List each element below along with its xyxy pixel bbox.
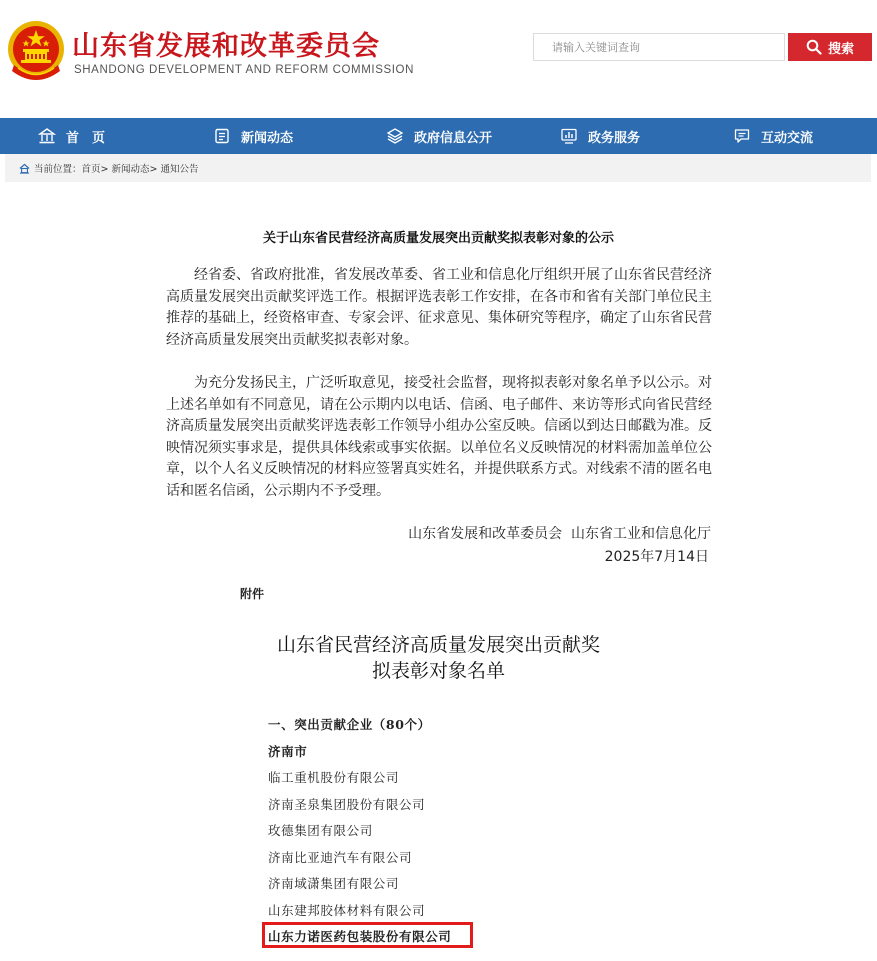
- highlight-box: [262, 922, 473, 948]
- article-paragraph: 经省委、省政府批准，省发展改革委、省工业和信息化厅组织开展了山东省民营经济高质量发展突出贡献奖评选工作。根据评选表彰工作安排，在各市和省有关部门单位民主推荐的基础上，经资格审查、专家会评、征求意见、集体研究等程序，确定了山东省民营经济高质量发展突出贡献奖拟表彰对象。: [166, 267, 712, 348]
- home-icon: [38, 127, 56, 145]
- chat-icon: [733, 127, 751, 145]
- nav-label-news: 新闻动态: [241, 130, 294, 146]
- nav-item-interaction[interactable]: [733, 118, 813, 154]
- nav-item-home[interactable]: [38, 118, 105, 154]
- national-emblem-icon[interactable]: [6, 19, 66, 83]
- awardee-list: [268, 712, 451, 951]
- nav-item-gov-info[interactable]: [386, 118, 492, 154]
- news-icon: [213, 127, 231, 145]
- main-nav: [0, 118, 877, 154]
- search-button-label: 搜索: [827, 41, 854, 57]
- list-title-line1: 山东省民营经济高质量发展突出贡献奖: [276, 634, 600, 656]
- list-item: 济南圣泉集团股份有限公司: [268, 796, 426, 812]
- list-item: 济南域潇集团有限公司: [268, 876, 400, 891]
- nav-label-interaction: 互动交流: [761, 130, 814, 146]
- chart-monitor-icon: [560, 127, 578, 145]
- search-icon: [806, 39, 822, 55]
- list-item: 山东建邦胶体材料有限公司: [268, 902, 426, 918]
- list-item: 临工重机股份有限公司: [268, 770, 400, 785]
- nav-label-services: 政务服务: [588, 130, 641, 146]
- list-item: 济南比亚迪汽车有限公司: [268, 849, 413, 865]
- site-title[interactable]: 山东省发展和改革委员会: [72, 31, 380, 62]
- section-heading: 一、突出贡献企业（80个）: [268, 717, 431, 732]
- nav-item-news[interactable]: [213, 118, 293, 154]
- signature-date: 2025年7月14日: [604, 549, 709, 565]
- list-title: [0, 632, 877, 684]
- search-button[interactable]: [788, 33, 872, 61]
- list-item-highlighted: 山东力诺医药包装股份有限公司: [268, 929, 452, 944]
- home-icon: [19, 163, 30, 174]
- nav-item-services[interactable]: [560, 118, 640, 154]
- article-paragraph: 为充分发扬民主，广泛听取意见，接受社会监督，现将拟表彰对象名单予以公示。对上述名单如有不同意见，请在公示期内以电话、信函、电子邮件、来访等形式向省民营经济高质量发展突出贡献奖评选表彰工作领导小组办公室反映。信函以到达日邮戳为准。反映情况须实事求是，提供具体线索或事实依据。以单位名义反映情况的材料需加盖单位公章，以个人名义反映情况的材料应签署真实姓名，并提供联系方式。对线索不清的匿名电话和匿名信函，公示期内不予受理。: [166, 375, 712, 499]
- nav-label-home: 首 页: [66, 130, 106, 146]
- list-item: 玫德集团有限公司: [268, 823, 373, 838]
- site-subtitle: SHANDONG DEVELOPMENT AND REFORM COMMISSION: [74, 64, 414, 76]
- site-header: [0, 0, 877, 118]
- breadcrumb-path[interactable]: 首页> 新闻动态> 通知公告: [81, 164, 199, 175]
- search-input[interactable]: [533, 33, 785, 61]
- attachment-label: 附件: [240, 587, 265, 601]
- nav-label-gov-info: 政府信息公开: [414, 130, 493, 146]
- article-title: 关于山东省民营经济高质量发展突出贡献奖拟表彰对象的公示: [262, 231, 614, 246]
- list-title-line2: 拟表彰对象名单: [371, 660, 505, 682]
- breadcrumb-prefix: 当前位置：: [34, 164, 82, 175]
- signature-organizations: 山东省发展和改革委员会 山东省工业和信息化厅: [408, 526, 711, 542]
- breadcrumb: [5, 154, 871, 182]
- layers-icon: [386, 127, 404, 145]
- city-heading: 济南市: [268, 743, 308, 759]
